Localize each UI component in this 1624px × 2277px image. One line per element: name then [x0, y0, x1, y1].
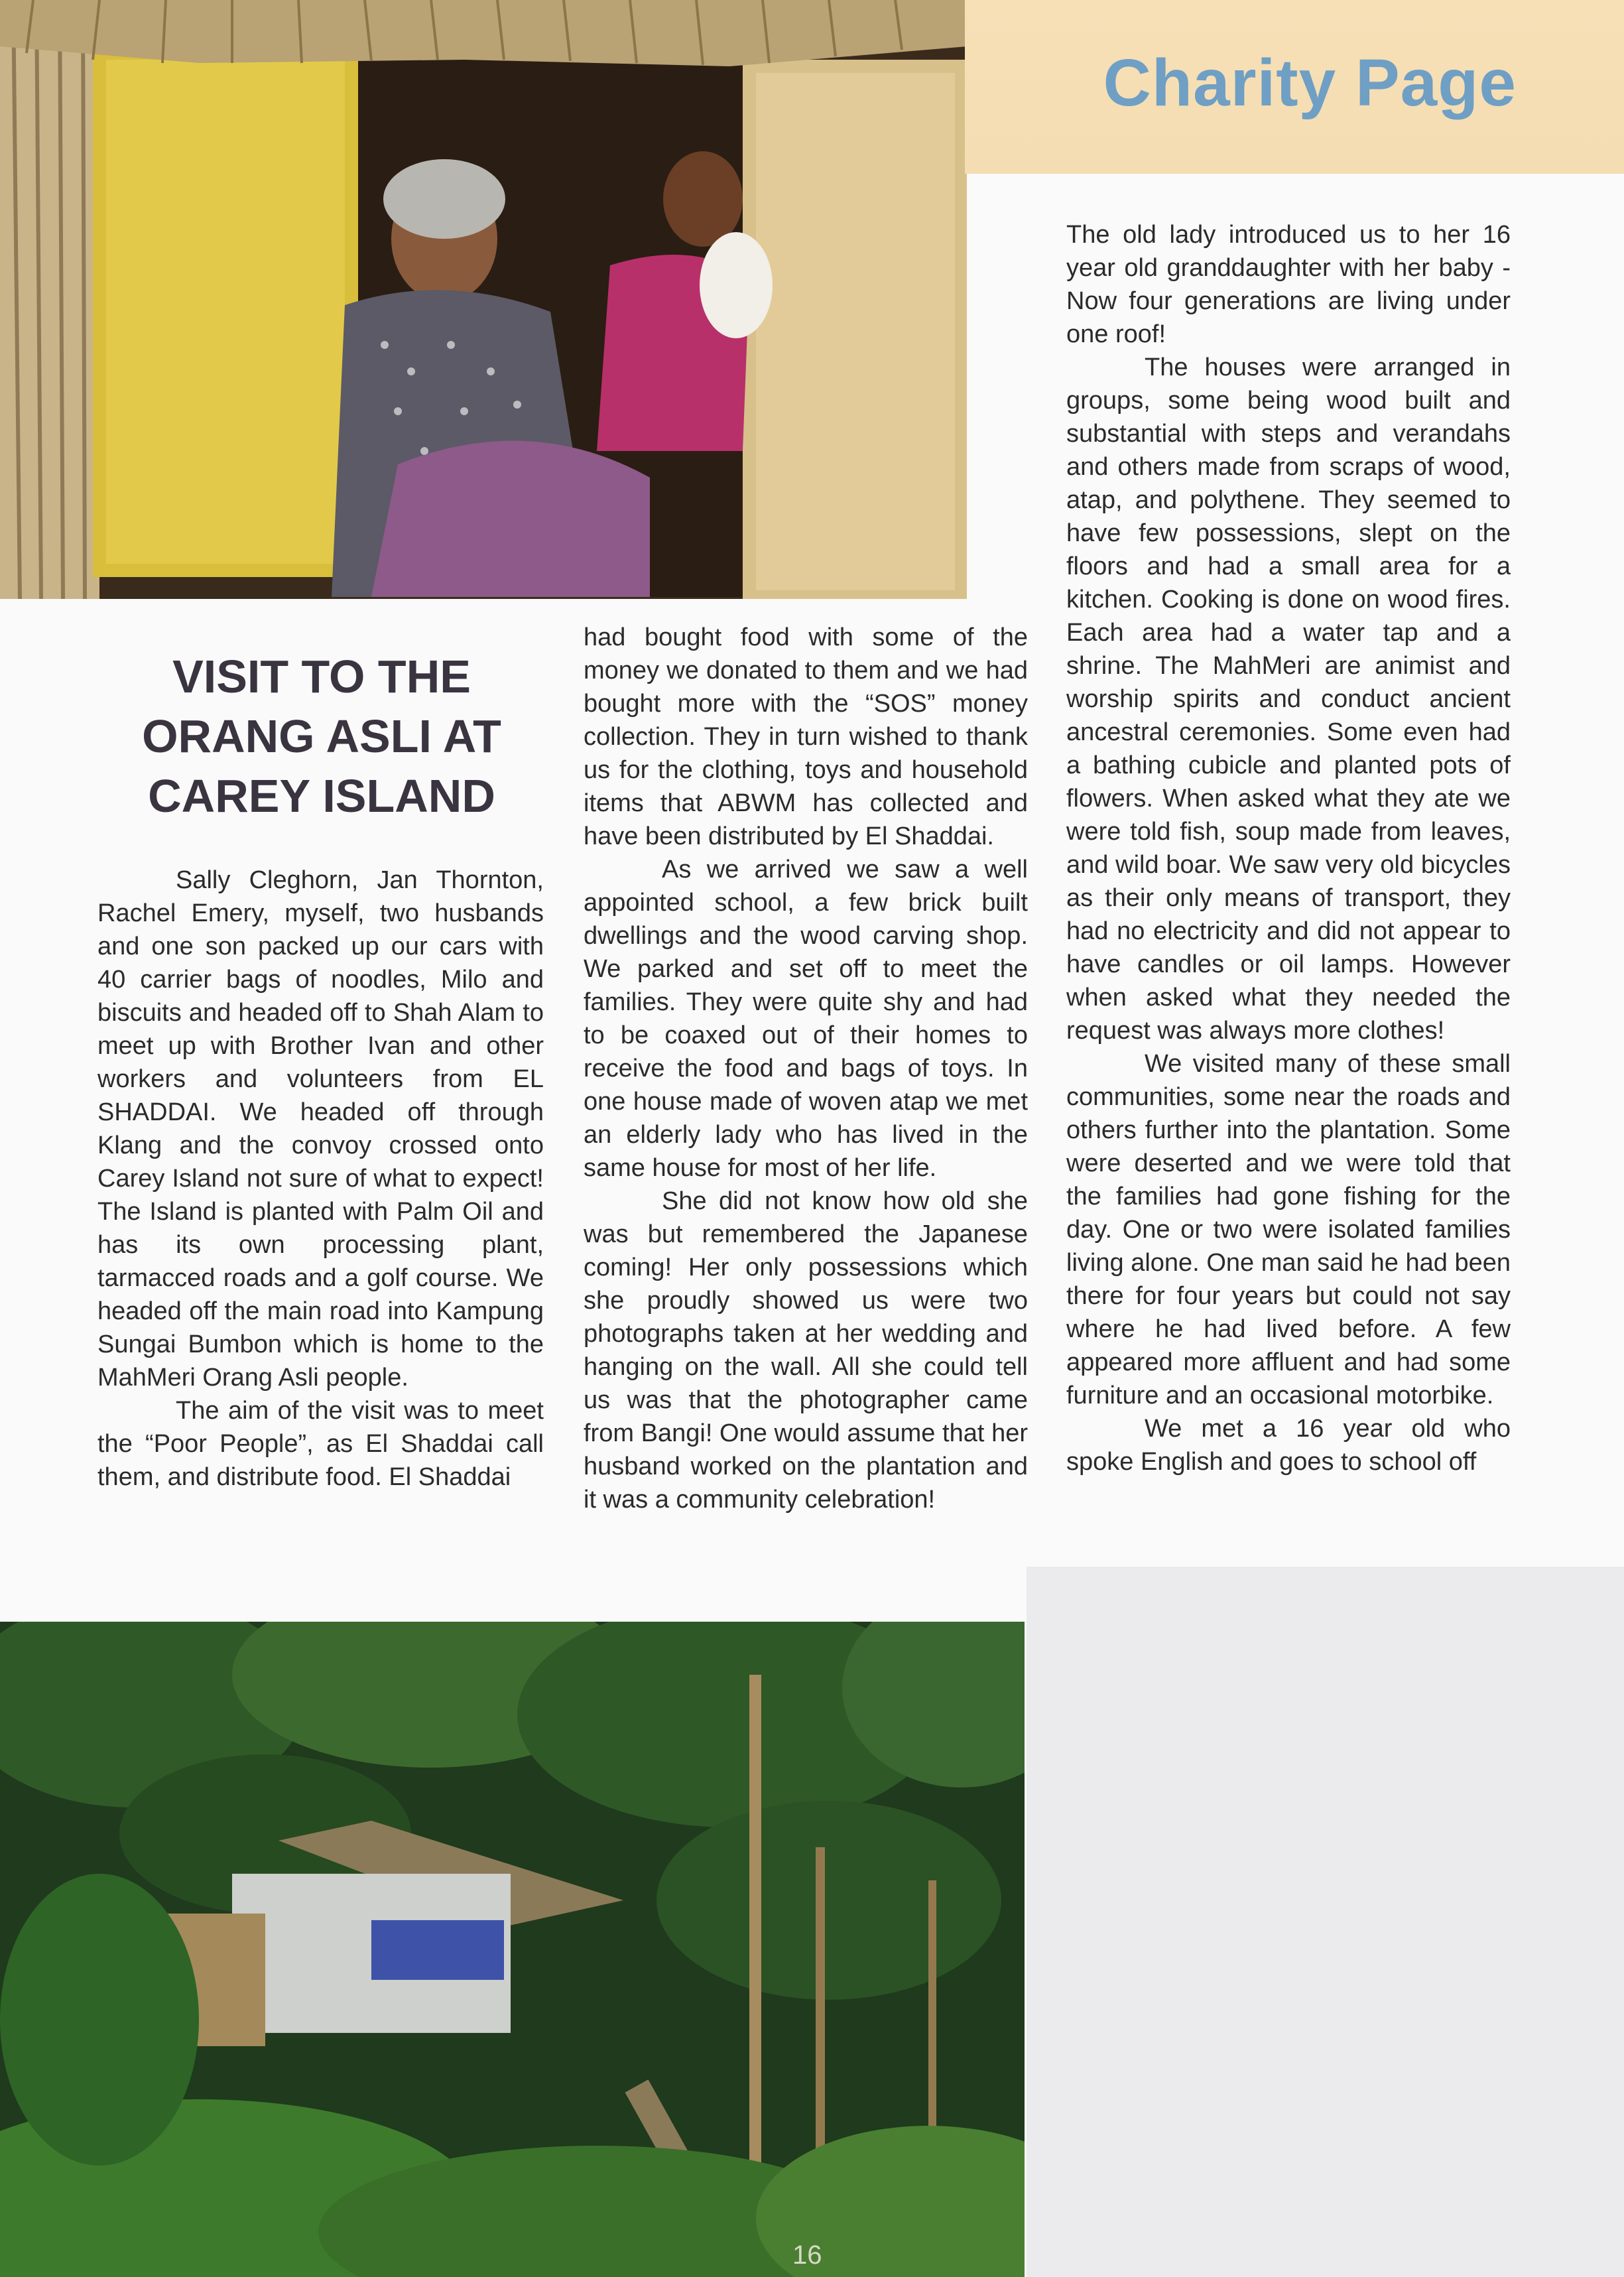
paragraph: The aim of the visit was to meet the “Poor People”, as El Shaddai call them, and distribute food. El Shaddai [97, 1397, 544, 1491]
article-headline [90, 647, 554, 826]
article-column-2 [584, 621, 1028, 1516]
paragraph: She did not know how old she was but remembered the Japanese coming! Her only possessions which she proudly showed us were two photographs taken at her wedding and hanging on the wall. All she could tell us was that the photographer came from Bangi! One would assume that her husband worked on the plantation and it was a community celebration! [584, 1187, 1028, 1514]
photo-elderly-woman-at-hut [0, 0, 967, 599]
paragraph: We met a 16 year old who spoke English and goes to school off [1066, 1415, 1511, 1476]
photo-jungle-hut-illustration [0, 1622, 1025, 2277]
page-number: 16 [792, 2241, 822, 2270]
paragraph: Sally Cleghorn, Jan Thornton, Rachel Emery, myself, two husbands and one son packed up our cars with 40 carrier bags of noodles, Milo and biscuits and headed off to Shah Alam to meet up with Brother Ivan and other workers and volunteers from EL SHADDAI. We headed off through Klang and the convoy crossed onto Carey Island not sure of what to expect! The Island is planted with Palm Oil and has its own processing plant, tarmacced roads and a golf course. We headed off the main road into Kampung Sungai Bumbon which is home to the MahMeri Orang Asli people. [97, 866, 544, 1392]
photo-hut-in-jungle [0, 1622, 1025, 2277]
photo-elderly-woman-illustration [0, 0, 967, 599]
article-column-1 [97, 864, 544, 1494]
paragraph: We visited many of these small communities, some near the roads and others further into the plantation. Some were deserted and we were told that the families had gone fishing for the day. One or two were isolated families living alone. One man said he had been there for four years but could not say where he had lived before. A few appeared more affluent and had some furniture and an occasional motorbike. [1066, 1050, 1511, 1409]
paragraph: As we arrived we saw a well appointed school, a few brick built dwellings and the wood carving shop. We parked and set off to meet the families. They were quite shy and had to be coaxed out of their homes to receive the food and bags of toys. In one house made of woven atap we met an elderly lady who has lived in the same house for most of her life. [584, 856, 1028, 1182]
blank-panel [1027, 1567, 1624, 2277]
paragraph: The old lady introduced us to her 16 year old granddaughter with her baby -Now four generations are living under one roof! [1066, 221, 1511, 348]
paragraph: had bought food with some of the money we donated to them and we had bought more with the “SOS” money collection. They in turn wished to thank us for the clothing, toys and household items that ABWM has collected and have been distributed by El Shaddai. [584, 623, 1028, 850]
paragraph: The houses were arranged in groups, some being wood built and substantial with steps and verandahs and others made from scraps of wood, atap, and polythene. They seemed to have few possessions, slept on the floors and had a small area for a kitchen. Cooking is done on wood fires. Each area had a water tap and a shrine. The MahMeri are animist and worship spirits and conduct ancient ancestral ceremonies. Some even had a bathing cubicle and planted pots of flowers. When asked what they ate we were told fish, soup made from leaves, and wild boar. We saw very old bicycles as their only means of transport, they had no electricity and did not appear to have candles or oil lamps. However when asked what they needed the request was always more clothes! [1066, 354, 1511, 1045]
section-title: Charity Page [1103, 46, 1517, 120]
article-column-3 [1066, 218, 1511, 1478]
headline-line-1: VISIT TO THE [172, 651, 471, 702]
headline-line-3: CAREY ISLAND [148, 770, 495, 822]
headline-line-2: ORANG ASLI AT [142, 710, 501, 762]
header-band [965, 0, 1624, 174]
